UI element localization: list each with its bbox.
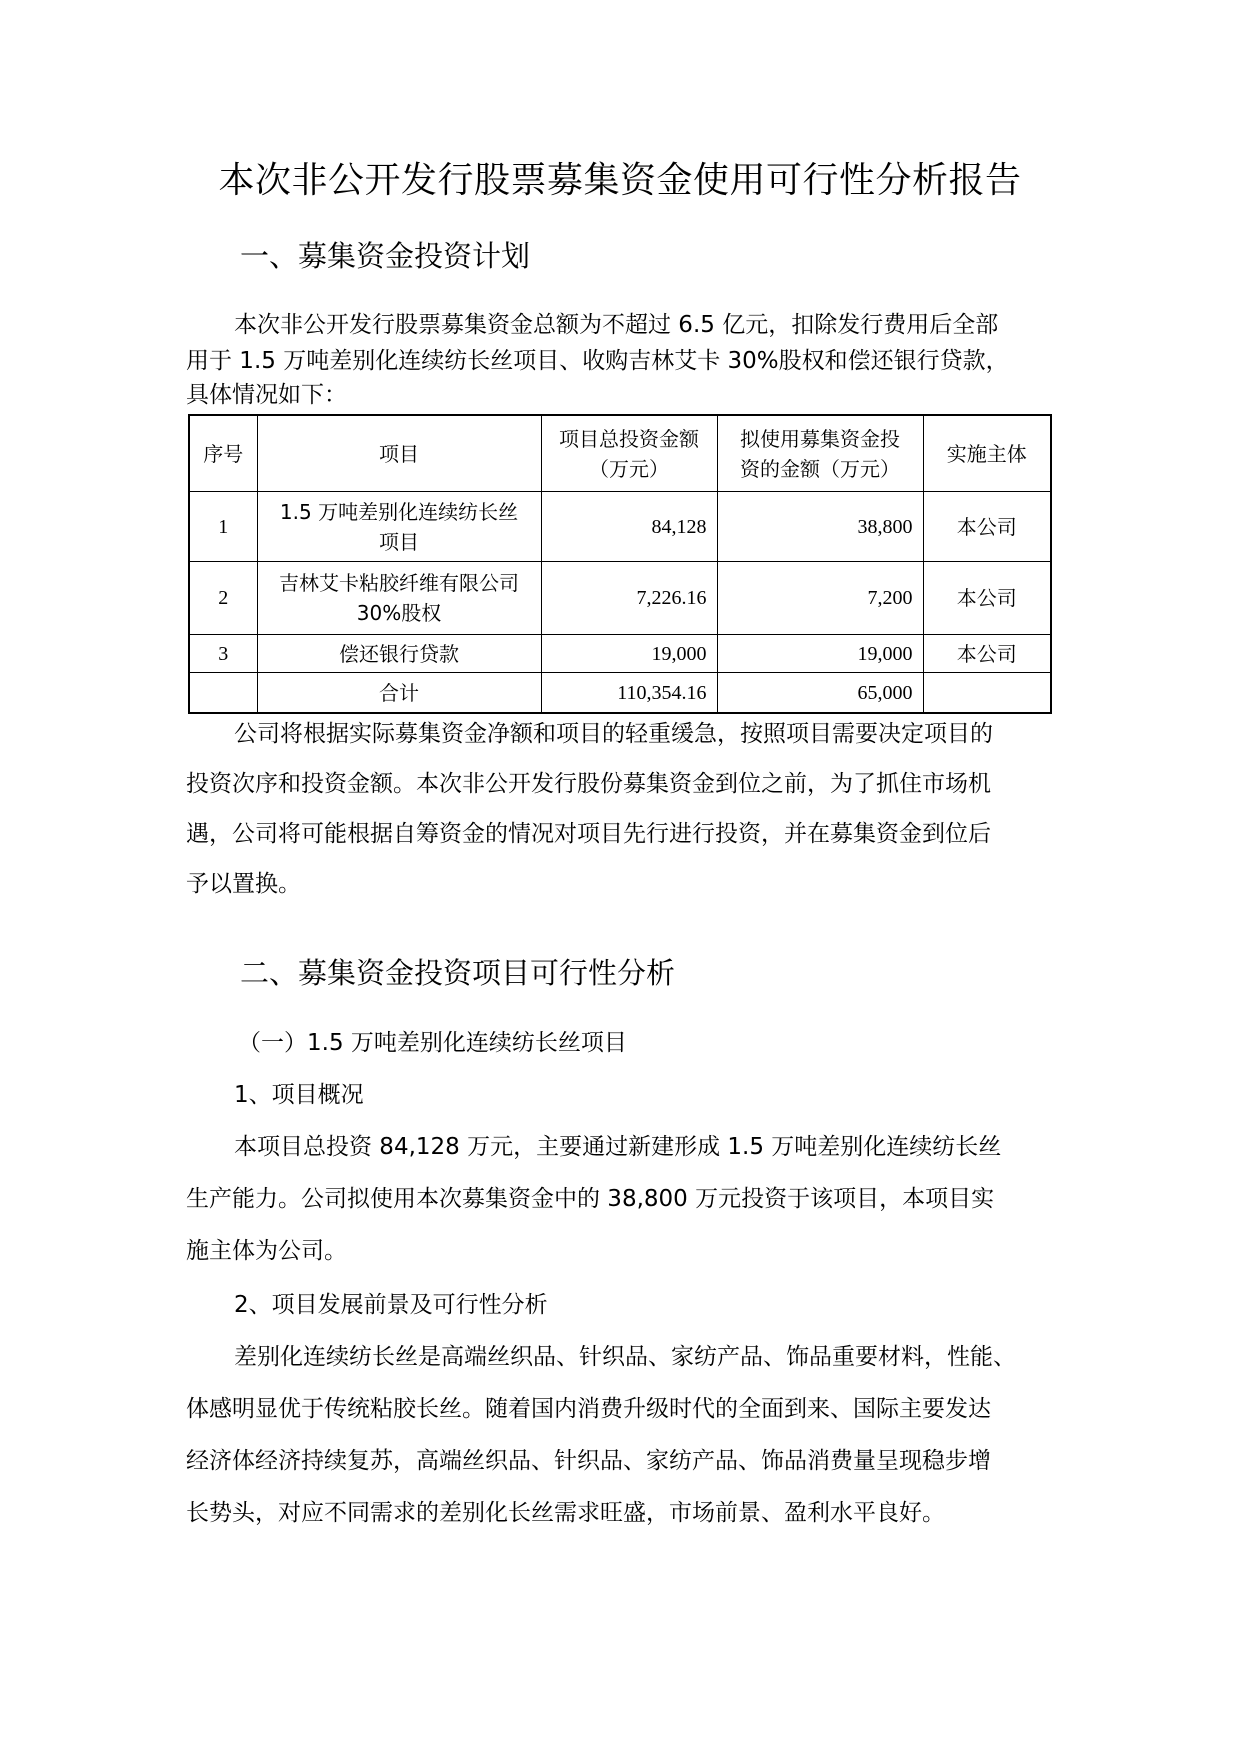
item-1-line-1: 本项目总投资 84,128 万元，主要通过新建形成 1.5 万吨差别化连续纺长丝: [234, 1134, 1002, 1160]
header-use-line-2: 资的金额（万元）: [740, 456, 900, 481]
header-total-line-1: 项目总投资金额: [559, 426, 699, 451]
row-use: 7,200: [717, 562, 923, 634]
table-row: [189, 634, 1051, 672]
total-total: 110,354.16: [541, 673, 717, 713]
row-project-line-1: 1.5 万吨差别化连续纺长丝: [279, 499, 519, 524]
header-use: [717, 415, 923, 492]
item-2-line-2: 体感明显优于传统粘胶长丝。随着国内消费升级时代的全面到来、国际主要发达: [186, 1396, 991, 1422]
para-2-line-2: 投资次序和投资金额。本次非公开发行股份募集资金到位之前，为了抓住市场机: [186, 771, 991, 797]
intro-line-2: 用于 1.5 万吨差别化连续纺长丝项目、收购吉林艾卡 30%股权和偿还银行贷款，: [186, 348, 1009, 374]
item-1-line-2: 生产能力。公司拟使用本次募集资金中的 38,800 万元投资于该项目，本项目实: [186, 1186, 995, 1212]
report-title: 本次非公开发行股票募集资金使用可行性分析报告: [218, 160, 1022, 201]
para-2-line-3: 遇，公司将可能根据自筹资金的情况对项目先行进行投资，并在募集资金到位后: [186, 821, 991, 847]
section-2-heading: 二、募集资金投资项目可行性分析: [240, 956, 676, 990]
row-project-line-1: 吉林艾卡粘胶纤维有限公司: [279, 571, 519, 596]
row-no: 2: [189, 562, 257, 634]
row-total: 84,128: [541, 492, 717, 562]
table-row: [189, 492, 1051, 562]
row-entity: 本公司: [923, 492, 1051, 562]
total-label: 合计: [257, 673, 541, 713]
intro-line-1: 本次非公开发行股票募集资金总额为不超过 6.5 亿元，扣除发行费用后全部: [234, 312, 999, 338]
table-row: [189, 562, 1051, 634]
item-1-heading: 1、项目概况: [234, 1082, 364, 1108]
row-no: 1: [189, 492, 257, 562]
table-total-row: [189, 673, 1051, 713]
para-2-line-4: 予以置换。: [186, 871, 301, 897]
table-header-row: [189, 415, 1051, 492]
header-entity: 实施主体: [923, 415, 1051, 492]
intro-line-3: 具体情况如下：: [186, 382, 347, 408]
row-entity: 本公司: [923, 562, 1051, 634]
row-project: [257, 492, 541, 562]
item-1-line-3: 施主体为公司。: [186, 1238, 347, 1264]
total-no-empty: [189, 673, 257, 713]
header-use-line-1: 拟使用募集资金投: [740, 426, 900, 451]
row-use: 38,800: [717, 492, 923, 562]
header-total: [541, 415, 717, 492]
header-no: 序号: [189, 415, 257, 492]
row-project: [257, 562, 541, 634]
row-total: 19,000: [541, 634, 717, 672]
header-project: 项目: [257, 415, 541, 492]
row-total: 7,226.16: [541, 562, 717, 634]
item-2-line-3: 经济体经济持续复苏，高端丝织品、针织品、家纺产品、饰品消费量呈现稳步增: [186, 1448, 991, 1474]
item-2-line-1: 差别化连续纺长丝是高端丝织品、针织品、家纺产品、饰品重要材料，性能、: [234, 1344, 1016, 1370]
row-project-line-2: 项目: [379, 529, 419, 554]
row-project-line-2: 30%股权: [356, 601, 442, 626]
fund-allocation-table: [188, 414, 1052, 714]
row-project: 偿还银行贷款: [257, 634, 541, 672]
row-entity: 本公司: [923, 634, 1051, 672]
total-use: 65,000: [717, 673, 923, 713]
section-1-heading: 一、募集资金投资计划: [240, 239, 531, 273]
para-2-line-1: 公司将根据实际募集资金净额和项目的轻重缓急，按照项目需要决定项目的: [234, 721, 993, 747]
subsection-1-heading: （一）1.5 万吨差别化连续纺长丝项目: [238, 1030, 627, 1056]
row-no: 3: [189, 634, 257, 672]
total-entity-empty: [923, 673, 1051, 713]
item-2-line-4: 长势头，对应不同需求的差别化长丝需求旺盛，市场前景、盈利水平良好。: [186, 1500, 945, 1526]
row-use: 19,000: [717, 634, 923, 672]
item-2-heading: 2、项目发展前景及可行性分析: [234, 1292, 548, 1318]
header-total-line-2: （万元）: [589, 456, 669, 481]
